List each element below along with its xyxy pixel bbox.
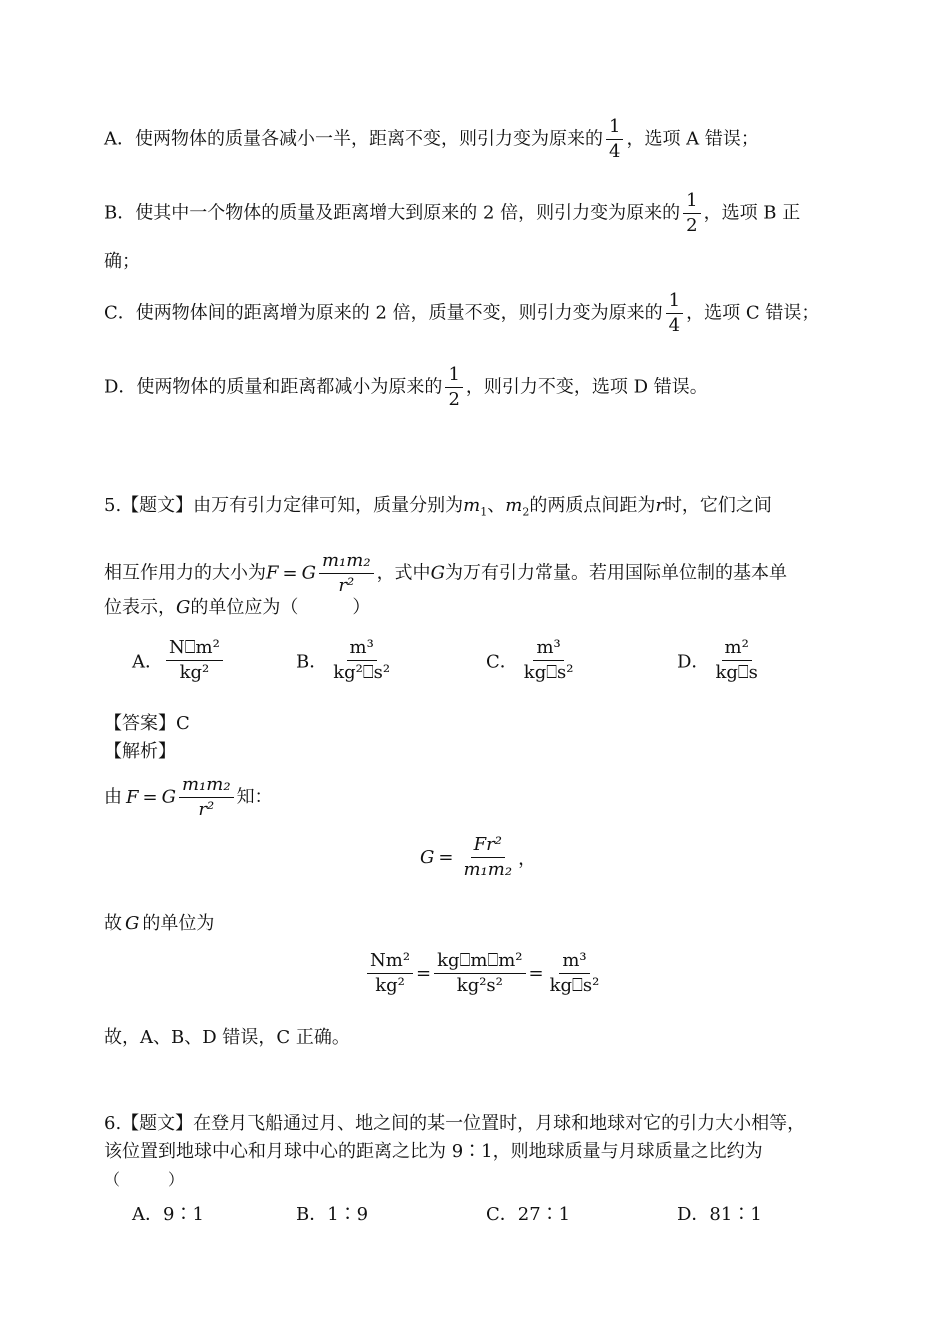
gravitation-formula: $\frac{\text{m₁m₂}}{\text{r²}}$	[319, 552, 374, 595]
q5-stem-line3: 位表示，G的单位应为（ ）	[104, 597, 371, 618]
q4-option-a	[104, 118, 759, 161]
q5-option-c: C． $\frac{\text{m³}}{\text{kg⎕s²}}$	[486, 639, 579, 682]
q4-d-text: D．使两物体的质量和距离都减小为原来的	[104, 376, 443, 398]
fraction: $\frac{\text{m³}}{\text{kg²⎕s²}}$	[333, 637, 391, 683]
q4-c-text: C．使两物体间的距离增为原来的 2 倍，质量不变，则引力变为原来的	[104, 302, 663, 324]
fraction: $\frac{1}{2}$	[445, 366, 462, 409]
fraction: $\frac{\text{m²}}{kg⎕s}$	[715, 637, 758, 683]
q4-a-text: A．使两物体的质量各减小一半，距离不变，则引力变为原来的	[104, 128, 603, 150]
q4-d-tail: ，则引力不变，选项 D 错误。	[465, 376, 708, 398]
q4-a-tail: ，选项 A 错误；	[626, 128, 759, 150]
fraction: $\frac{1}{4}$	[666, 292, 683, 335]
q4-b-tail: ，选项 B 正	[703, 202, 801, 224]
fraction: $\frac{\text{Nm²}}{\text{kg²}}$	[367, 952, 413, 995]
q5-option-d: D． $\frac{\text{m²}}{kg⎕s}$	[677, 639, 764, 682]
unit-derivation: $\frac{\text{Nm²}}{\text{kg²}}$ = $\frac{\text{kg⎕m⎕m²}}{\text{kg²s²}}$ = $\frac{\text{m³}}{\text{kg⎕s²}}$	[364, 952, 605, 995]
q6-option-a: A．9∶1	[132, 1204, 204, 1225]
fraction: $\frac{\text{N⎕m²}}{\text{kg²}}$	[166, 639, 223, 682]
q6-stem-line2: 该位置到地球中心和月球中心的距离之比为 9∶1，则地球质量与月球质量之比约为	[104, 1141, 763, 1162]
fraction: $\frac{\text{Fr²}}{\text{m₁m₂}}$	[463, 834, 513, 880]
q4-option-d	[104, 366, 708, 409]
q6-option-b: B．1∶9	[296, 1204, 369, 1225]
g-formula: G = $\frac{\text{Fr²}}{\text{m₁m₂}}$ ，	[420, 834, 537, 880]
q4-option-b-wrap: 确；	[104, 251, 140, 272]
q4-c-tail: ，选项 C 错误；	[686, 302, 820, 324]
q6-stem-line3: （ ）	[104, 1170, 185, 1189]
fraction: $\frac{\text{m³}}{\text{kg⎕s²}}$	[549, 950, 600, 996]
q6-option-d: D．81∶1	[677, 1204, 762, 1225]
q5-conclusion: 故，A、B、D 错误，C 正确。	[104, 1027, 350, 1048]
q5-analysis-title: 【解析】	[104, 741, 176, 762]
q5-stem-line2: 相互作用力的大小为F = G $\frac{\text{m₁m₂}}{\text{r²}}$ ，式中G为万有引力常量。若用国际单位制的基本单	[104, 550, 787, 596]
fraction: $\frac{\text{kg⎕m⎕m²}}{\text{kg²s²}}$	[434, 952, 525, 995]
fraction: $\frac{1}{2}$	[683, 192, 700, 235]
q5-unit-intro: 故 G 的单位为	[104, 913, 215, 934]
q5-stem-line1: 5.【题文】由万有引力定律可知，质量分别为$m_1$、$m_2$的两质点间距为r时，它们之间	[104, 495, 772, 519]
fraction: $\frac{\text{m³}}{\text{kg⎕s²}}$	[523, 637, 574, 683]
q5-option-a: A． $\frac{\text{N⎕m²}}{\text{kg²}}$	[132, 639, 226, 682]
q5-analysis-line1: 由 F = G $\frac{\text{m₁m₂}}{\text{r²}}$ 知：	[104, 774, 273, 820]
q4-b-text: B．使其中一个物体的质量及距离增大到原来的 2 倍，则引力变为原来的	[104, 202, 681, 224]
q6-stem-line1: 6.【题文】在登月飞船通过月、地之间的某一位置时，月球和地球对它的引力大小相等，	[104, 1113, 806, 1134]
q4-option-b	[104, 192, 800, 235]
q4-option-c	[104, 292, 819, 335]
q5-option-b: B． $\frac{\text{m³}}{\text{kg²⎕s²}}$	[296, 639, 396, 682]
q5-answer: 【答案】C	[104, 713, 190, 734]
q6-option-c: C．27∶1	[486, 1204, 571, 1225]
fraction: $\frac{1}{4}$	[606, 118, 623, 161]
gravitation-formula: $\frac{\text{m₁m₂}}{\text{r²}}$	[179, 776, 234, 819]
